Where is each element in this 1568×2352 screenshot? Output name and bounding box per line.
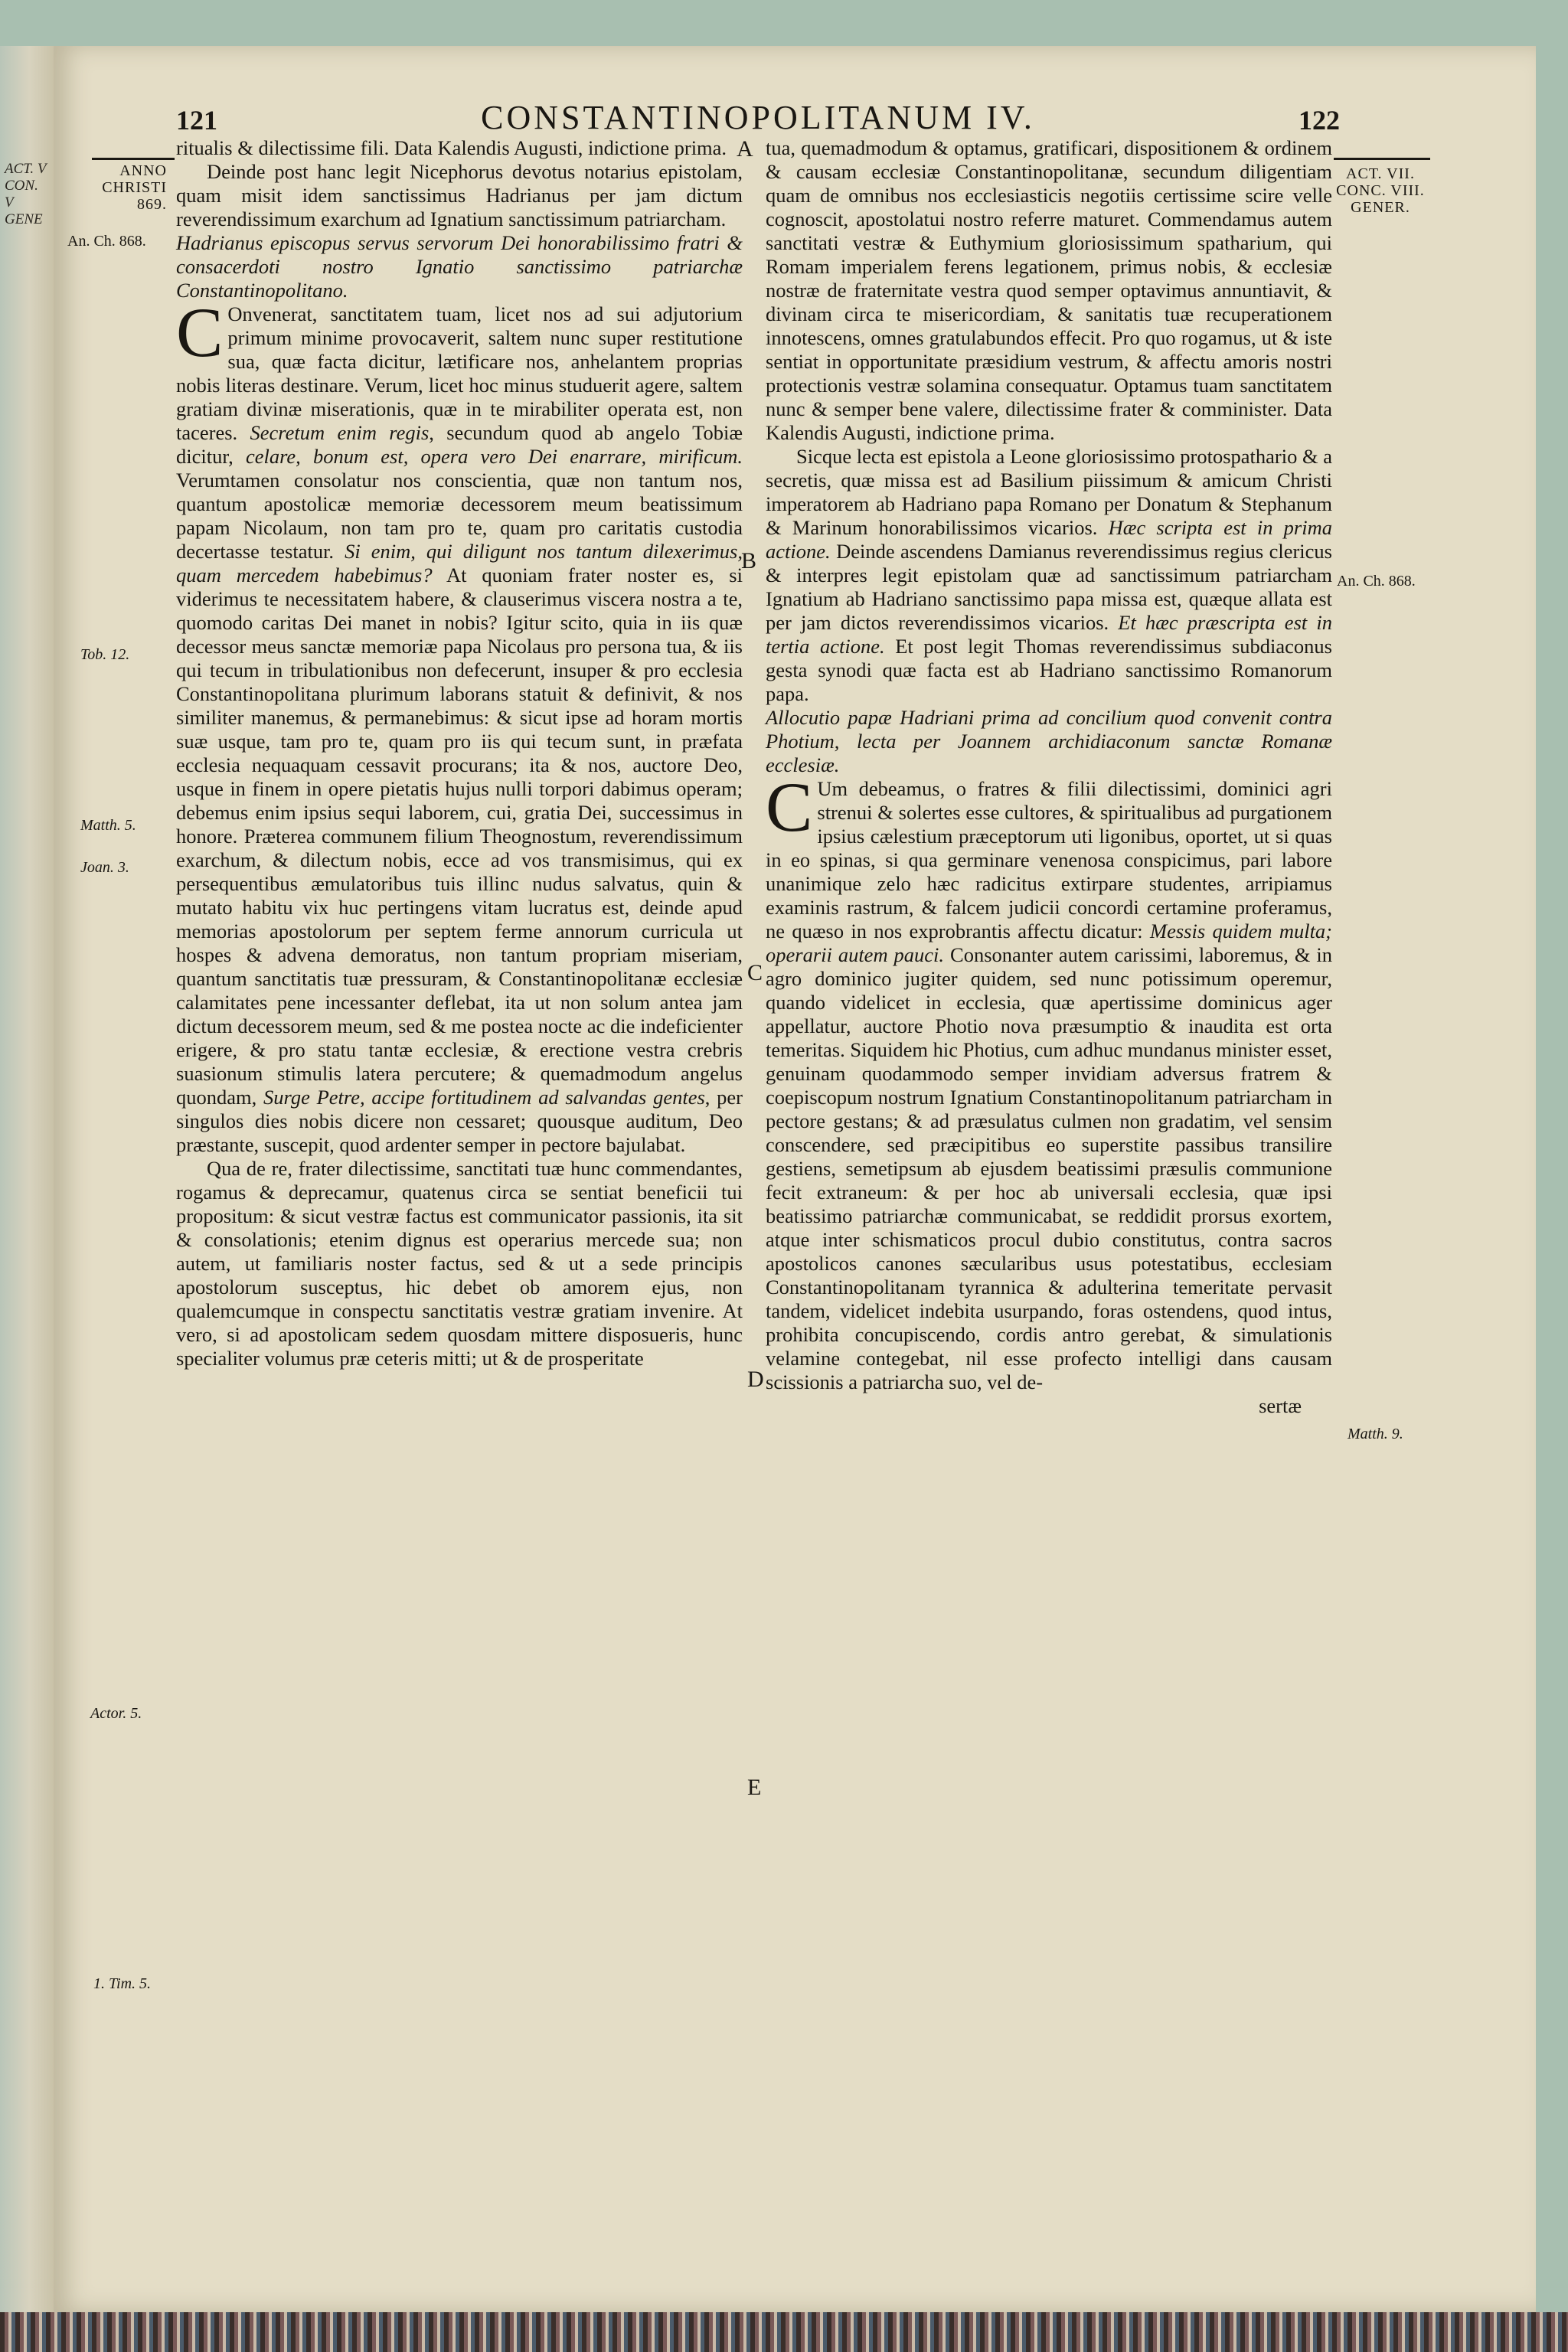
text-run: Et post legit Thomas reverendissimus subdiaconus gesta synodi quæ facta est ab Hadriano sanctissimo Romanorum papa. — [766, 635, 1332, 705]
text-run: , secundum quod ab angelo Tobiæ dicitur, — [176, 421, 743, 468]
margin-tim: 1. Tim. 5. — [93, 1975, 152, 1992]
right-paragraph-2 — [766, 445, 1332, 706]
text-run: Onvenerat, sanctitatem tuam, licet nos ad sui adjutorium primum minime provocaverit, saltem nunc super restitutione sua, quæ facta dicitur, lætificare nos, anhelantem proprias nobis literas destinare. Verum, licet hoc minus studuerit agere, saltem gratiam divinæ miserationis, quæ in te mirabiliter operata est, non taceres. — [176, 302, 743, 444]
header-rule-right — [1334, 158, 1430, 160]
page-number-right: 122 — [1298, 105, 1340, 136]
section-letter-b: B — [741, 548, 757, 573]
margin-an-ch-right: An. Ch. 868. — [1337, 573, 1416, 590]
italic-run: Et hæc præscripta est in tertia actione. — [766, 611, 1332, 658]
margin-tob: Tob. 12. — [80, 646, 130, 663]
text-run: Um debeamus, o fratres & filii dilectissimi, dominici agri strenui & solertes esse cultores, & spiritualibus ad purgationem ipsius cælestium præceptorum uti ligonibus, oportet, ut si quas in eo spinas, si qua germinare venenosa conspicimus, pari labore unanimique zelo hæc radicitus extirpare studentes, arripiamus examinis rastrum, & falcem judicii concordi certamine proferamus, ne quæso in nos exprobrantis affectu dicatur: — [766, 777, 1332, 942]
page-bottom-edge — [0, 2312, 1568, 2352]
italic-run: Secretum enim regis — [250, 421, 430, 444]
margin-joan: Joan. 3. — [80, 859, 129, 876]
left-column — [176, 136, 743, 1370]
margin-anno-christi: ANNO CHRISTI 869. — [102, 162, 167, 213]
catchword: sertæ — [1259, 1394, 1302, 1417]
text-run: Sicque lecta est epistola a Leone gloriosissimo protospathario & a secretis, quæ missa est ad Basilium piissimum & amicum Christi imperatorem ab Hadriano papa Romano per Donatum & Stephanum & Marinum honorabilissimos vicarios. — [766, 445, 1332, 539]
section-letter-c: C — [747, 960, 763, 985]
margin-matth-9: Matth. 9. — [1348, 1426, 1403, 1442]
margin-act-conc: ACT. VII. CONC. VIII. GENER. — [1336, 165, 1425, 216]
right-paragraph-3 — [766, 768, 1333, 1394]
text-run: Consonanter autem carissimi, laboremus, & in agro dominico jugiter quidem, sed nunc potissimum operemur, quando videlicet in ecclesia, quæ apertissime dominicus ager appellatur, auctore Photio nova præsumptio & inaudita est orta temeritas. Siquidem hic Photius, cum adhuc mundanus minister esset, genuinam quodammodo semper invidiam adversus fratrem & coepiscopum nostrum Ignatium Constantinopolitanum patriarcham in pectore gestans; & ad præsulatus culmen non gradatim, vel sensim conscendere, sed præcipitibus eo superstite passibus transilire gestiens, semetipsum ab ejusdem beatissimi præsulis communione fecit extraneum: & per hoc ab universali ecclesia, quæ ipsi beatissimo patriarchæ communicabat, se reddidit prorsus exortem, atque inter schismaticos procul dubio constitutus, contra sacros apostolicos canones sæcularibus usus potestatibus, ecclesiam Constantinopolitanam tyrannica & adulterina temeritate pervasit tandem, videlicet indebita usurpando, foras ostendens, quod intus, prohibita concupiscendo, cordis antro gerebat, & simulationis velamine contegebat, nil esse profecto intelligi dans causam scissionis a patriarcha suo, vel de- — [766, 943, 1333, 1393]
page-number-left: 121 — [176, 105, 217, 136]
section-letter-a: A — [737, 136, 753, 162]
italic-run: Hæc scripta est in prima actione. — [766, 516, 1332, 563]
section-letter-e: E — [747, 1775, 762, 1800]
italic-run: Si enim, qui diligunt nos tantum dilexerimus, quam mercedem habebimus? — [176, 540, 743, 586]
margin-matth-5: Matth. 5. — [80, 817, 136, 834]
right-column — [766, 136, 1332, 1418]
left-paragraph-3 — [176, 293, 743, 1157]
italic-run: celare, bonum est, opera vero Dei enarrare, mirificum. — [245, 445, 743, 468]
section-letter-d: D — [747, 1367, 764, 1392]
header-rule-left — [92, 158, 175, 160]
facing-page-fragment: ACT. V CON. V GENE — [5, 161, 47, 227]
italic-run: Surge Petre, accipe fortitudinem ad salvandas gentes — [263, 1086, 705, 1109]
page-title: CONSTANTINOPOLITANUM IV. — [481, 99, 1035, 136]
text-run: , per singulos dies nobis dicere non cessaret; quousque auditum, Deo præstante, suscepit, quod ardenter semper in pectore bajulabat. — [176, 1086, 743, 1156]
drop-cap-left: C — [176, 293, 224, 371]
allocutio-heading: Allocutio papæ Hadriani prima ad concilium quod convenit contra Photium, lecta per Joannem archidiaconum sanctæ Romanæ ecclesiæ. — [766, 706, 1332, 776]
margin-an-ch-left: An. Ch. 868. — [67, 233, 146, 250]
text-run: Deinde ascendens Damianus reverendissimus regius clericus & interpres legit epistolam quæ ad sanctissimum patriarcham Ignatium ab Hadriano sanctissimo papa missa est, quæque allata est per jam dictos reverendissimos vicarios. — [766, 540, 1332, 634]
drop-cap-right: C — [766, 768, 813, 846]
left-paragraph-4: Qua de re, frater dilectissime, sanctitati tuæ hunc commendantes, rogamus & deprecamur, quatenus circa se sentiat beneficii tui propositum: & sicut vestræ factus est communicator passionis, ita sit & consolationis; etenim dignus est operarius mercede sua; non autem, ut familiaris noster factus, sed & ut a sede principis apostolorum susceptus, hic debet ob amorem ejus, non qualemcumque in conspectu sanctitatis vestræ gratiam invenire. At vero, si ad apostolicam sedem quosdam mittere disposueris, hunc specialiter volumus præ ceteris mitti; ut & de prosperitate — [176, 1157, 743, 1370]
facing-page-edge — [0, 46, 54, 2312]
text-run: At quoniam frater noster es, si viderimus te necessitatem habere, & clauserimus viscera nostra a te, quomodo caritas Dei manet in nobis? Igitur scito, quia in iis quæ decessor meus sanctæ memoriæ papa Nicolaus pro persona tua, & iis qui tecum in tribulationibus non defecerunt, insuper & pro ecclesia Constantinopolitana plurimum laborans statuit & definivit, & nos similiter manemus, & permanebimus: & sicut ipse ad horam mortis suæ usque, tam pro te, quam pro iis qui tecum sunt, in præfata ecclesia nequaquam cessavit procurans; ita & nos, auctore Deo, usque in finem in opere pietatis hujus nulli torpori dabimus operam; debemus enim ipsius sequi laborem, cui, gratia Dei, successimus in honore. Præterea communem filium Theognostum, reverendissimum exarchum, & dilectum nobis, ecce ad vos transmisimus, qui ex persequentibus æmulatoribus tuis illinc nudus salvatus, quin & mutato habitu vix huc pertingens vitam lucratus est, deinde apud memorias apostolorum per septem ferme annorum curricula ut hospes & advena demoratus, non tantum propriam miseriam, quantum sanctitatis tuæ pressuram, & Constantinopolitanæ ecclesiæ calamitates pene incessanter deflebat, ita ut non solum antea jam dictum decessorem meum, sed & me postea nocte ac die indeficienter erigere, & pro statu tantæ ecclesiæ, & erectione vestra crebris suasionum stimulis latera percutere; & quemadmodum angelus quondam, — [176, 564, 743, 1109]
left-paragraph-2: Deinde post hanc legit Nicephorus devotus notarius epistolam, quam misit idem sanctissimus Hadrianus per jam dictum reverendissimum exarchum ad Ignatium sanctissimum patriarcham. — [176, 160, 743, 230]
text-run: Verumtamen consolatur nos conscientia, quæ non tantum nos, quantum apostolicæ memoriæ decessorem meum beatissimum papam Nicolaum, non tam pro te, quam pro caritatis custodia decertasse testatur. — [176, 469, 743, 563]
italic-run: Messis quidem multa; operarii autem pauci. — [766, 920, 1333, 966]
left-paragraph-1: ritualis & dilectissime fili. Data Kalendis Augusti, indictione prima. — [176, 136, 727, 159]
margin-actor: Actor. 5. — [90, 1705, 142, 1722]
letter-heading-hadrianus: Hadrianus episcopus servus servorum Dei honorabilissimo fratri & consacerdoti nostro Ignatio sanctissimo patriarchæ Constantinopolitano. — [176, 231, 743, 302]
right-paragraph-1: tua, quemadmodum & optamus, gratificari, dispositionem & ordinem & causam ecclesiæ Constantinopolitanæ, secundum diligentiam quam de omnibus nos ecclesiasticis negotiis certissime scire velle cognoscit, apostolatui nostro referre maturet. Commendamus autem sanctitati vestræ & Euthymium gloriosissimum spatharium, qui Romam imperialem ferens legationem, primus nobis, & ecclesiæ nostræ de fraternitate vestra quod semper optavimus annuntiavit, & divinam circa te misericordiam, & sanitatis tuæ recuperationem innotescens, omnes gratulabundos effecit. Pro quo rogamus, ut & iste sentiat in opportunitate præsidium vestrum, & affectu amoris nostri protectionis vestræ solamina consequatur. Optamus tuam sanctitatem nunc & semper bene valere, dilectissime frater & comminister. Data Kalendis Augusti, indictione prima. — [766, 136, 1332, 444]
